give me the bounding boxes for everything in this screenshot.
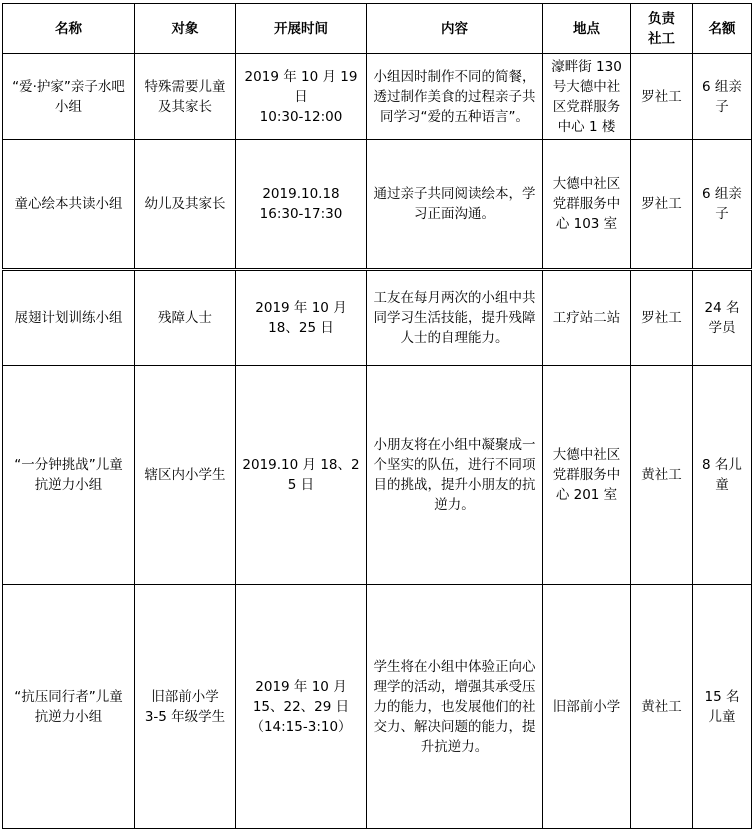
cell-content: 小朋友将在小组中凝聚成一个坚实的队伍，进行不同项目的挑战，提升小朋友的抗逆力。 [367,366,543,585]
header-content: 内容 [367,4,543,54]
cell-content: 小组因时制作不同的简餐，透过制作美食的过程亲子共同学习“爱的五种语言”。 [367,54,543,140]
cell-place: 大德中社区党群服务中心 201 室 [543,366,631,585]
header-place: 地点 [543,4,631,54]
header-name: 名称 [3,4,135,54]
cell-time: 2019.10.18 16:30-17:30 [236,140,367,270]
cell-name: “抗压同行者”儿童抗逆力小组 [3,585,135,829]
cell-time: 2019 年 10 月 18、25 日 [236,270,367,366]
table-row [3,140,752,270]
cell-worker: 罗社工 [631,140,693,270]
table-row [3,270,752,366]
header-target: 对象 [135,4,236,54]
cell-place: 工疗站二站 [543,270,631,366]
table-row [3,54,752,140]
cell-time: 2019 年 10 月 19 日 10:30-12:00 [236,54,367,140]
cell-quota: 15 名儿童 [693,585,752,829]
cell-time: 2019.10 月 18、25 日 [236,366,367,585]
cell-quota: 24 名学员 [693,270,752,366]
cell-worker: 黄社工 [631,366,693,585]
cell-place: 大德中社区党群服务中心 103 室 [543,140,631,270]
cell-name: 童心绘本共读小组 [3,140,135,270]
header-worker: 负责 社工 [631,4,693,54]
header-time: 开展时间 [236,4,367,54]
cell-target: 旧部前小学 3-5 年级学生 [135,585,236,829]
header-quota: 名额 [693,4,752,54]
cell-target: 幼儿及其家长 [135,140,236,270]
header-row [3,4,752,54]
cell-name: 展翅计划训练小组 [3,270,135,366]
table-row [3,585,752,829]
table-row [3,366,752,585]
cell-quota: 6 组亲子 [693,140,752,270]
cell-place: 旧部前小学 [543,585,631,829]
cell-name: “一分钟挑战”儿童抗逆力小组 [3,366,135,585]
cell-time: 2019 年 10 月 15、22、29 日 （14:15-3:10） [236,585,367,829]
cell-content: 通过亲子共同阅读绘本，学习正面沟通。 [367,140,543,270]
cell-target: 辖区内小学生 [135,366,236,585]
cell-content: 工友在每月两次的小组中共同学习生活技能，提升残障人士的自理能力。 [367,270,543,366]
cell-target: 残障人士 [135,270,236,366]
cell-worker: 罗社工 [631,54,693,140]
cell-worker: 黄社工 [631,585,693,829]
cell-target: 特殊需要儿童及其家长 [135,54,236,140]
cell-place: 濠畔街 130 号大德中社区党群服务中心 1 楼 [543,54,631,140]
cell-content: 学生将在小组中体验正向心理学的活动，增强其承受压力的能力，也发展他们的社交力、解决问题的能力，提升抗逆力。 [367,585,543,829]
cell-name: “爱·护家”亲子水吧小组 [3,54,135,140]
cell-quota: 6 组亲子 [693,54,752,140]
activity-table [2,3,752,829]
cell-worker: 罗社工 [631,270,693,366]
cell-quota: 8 名儿童 [693,366,752,585]
